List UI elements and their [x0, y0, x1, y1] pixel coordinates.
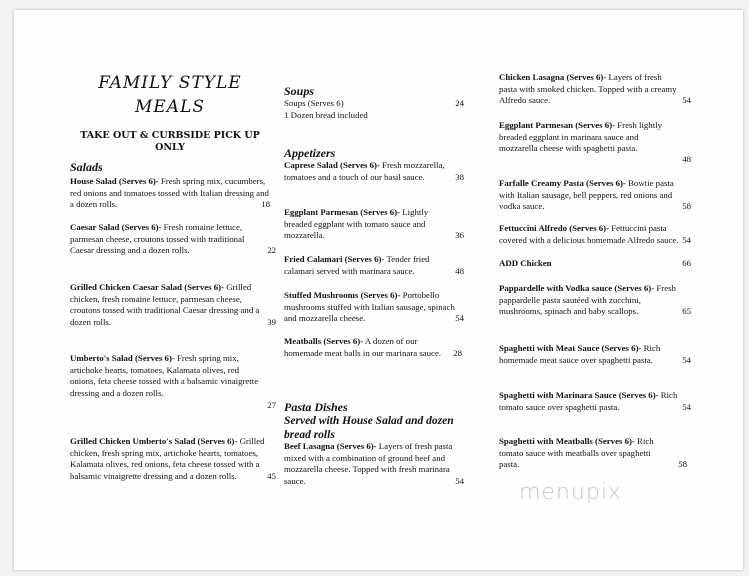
item-name: Spaghetti with Marinara Sauce (Serves 6)- [499, 390, 659, 400]
item-desc: Rich homemade meat sauce over spaghetti pasta. [499, 343, 661, 365]
item-desc: Fresh lightly breaded eggplant in marinara sauce and mozzarella cheese with spaghetti pasta. [499, 120, 662, 153]
item-desc: Portobello mushrooms stuffed with Italian sausage, spinach and mozzarella cheese. [284, 290, 455, 323]
item-desc: Lightly breaded eggplant with tomato sauce and mozzarella. [284, 207, 429, 240]
item-price: 54 [682, 234, 691, 245]
item-name: ADD Chicken [499, 258, 552, 268]
item-price: 58 [682, 201, 691, 211]
item-desc: Fresh pappardelle pasta sautéed with zucchini, mushrooms, spinach and baby scallops. [499, 283, 676, 316]
item-name: Spaghetti with Meat Sauce (Serves 6)- [499, 343, 642, 353]
item-desc: Layers of fresh pasta with smoked chicken. Topped with a creamy Alfredo sauce. [499, 72, 677, 105]
item-name: House Salad (Serves 6)- [70, 176, 159, 186]
pasta-note: Served with House Salad and dozen bread rolls [284, 415, 454, 441]
item-desc: Grilled chicken, fresh romaine lettuce, parmesan cheese, croutons tossed with traditional Caesar dressing and a dozen rolls. [70, 282, 260, 327]
menu-title-line2: MEALS [134, 97, 206, 117]
subtitle-line1: TAKE OUT & CURBSIDE PICK UP [80, 130, 260, 141]
menu-item [499, 72, 691, 107]
menu-item [499, 436, 687, 471]
menu-item [499, 258, 691, 270]
menu-item [70, 282, 276, 328]
item-desc: Fresh romaine lettuce, parmesan cheese, croutons tossed with traditional Caesar dressing and a dozen rolls. [70, 222, 245, 255]
item-desc: Bowtie pasta with Italian sausage, bell peppers, red onions and vodka sauce. [499, 178, 674, 211]
item-desc: Layers of fresh pasta mixed with a combination of ground beef and mozzarella cheese. Topped with fresh marinara sauce. [284, 441, 453, 486]
item-name: Fried Calamari (Serves 6)- [284, 254, 385, 264]
item-desc: Rich tomato sauce with meatballs over spaghetti pasta. [499, 436, 654, 469]
item-price: 39 [267, 316, 276, 327]
item-name: Eggplant Parmesan (Serves 6)- [499, 120, 616, 130]
item-desc: Fresh spring mix, cucumbers, red onions and tomatoes tossed with Italian dressing and a dozen rolls. [70, 176, 269, 209]
item-name: Beef Lasagna (Serves 6)- [284, 441, 377, 451]
item-desc: Tender fried calamari served with marinara sauce. [284, 254, 430, 276]
item-price: 54 [682, 401, 691, 412]
menu-item [499, 223, 691, 246]
item-desc: A dozen of our homemade meat balls in our marinara sauce. [284, 336, 442, 358]
watermark: menupix [519, 480, 622, 505]
item-desc: Rich tomato sauce over spaghetti pasta. [499, 390, 678, 412]
item-price: 54 [455, 475, 464, 486]
menu-item [284, 441, 464, 487]
menu-item [70, 176, 270, 211]
item-desc: Fresh spring mix, artichoke hearts, tomatoes, Kalamata olives, red onions, feta cheese tossed with a balsamic vinaigrette dressing and a dozen rolls. [70, 353, 259, 398]
section-soups: Soups [284, 84, 315, 98]
item-desc: Grilled chicken, fresh spring mix, artichoke hearts, tomatoes, Kalamata olives, red onions, feta cheese tossed with a balsamic vinaigrette dressing and a dozen rolls. [70, 436, 265, 481]
section-appetizers: Appetizers [284, 146, 336, 160]
item-name: Caesar Salad (Serves 6)- [70, 222, 162, 232]
menu-item [284, 336, 462, 359]
item-price: 22 [267, 245, 276, 255]
menu-item [70, 436, 276, 482]
menu-title-line1: FAMILY STYLE [98, 73, 242, 93]
item-price: 27 [267, 399, 276, 410]
menu-item [284, 207, 464, 242]
item-name: Soups (Serves 6) [284, 98, 344, 108]
menu-item [499, 178, 691, 213]
item-name: Umberto's Salad (Serves 6)- [70, 353, 175, 363]
menu-item [499, 390, 691, 413]
menu-page [14, 10, 743, 570]
item-name: Chicken Lasagna (Serves 6)- [499, 72, 607, 82]
item-price: 65 [682, 306, 691, 316]
item-price: 45 [267, 470, 276, 481]
menu-item [284, 254, 464, 277]
menu-item [284, 98, 464, 110]
item-price: 54 [682, 354, 691, 365]
item-name: Farfalle Creamy Pasta (Serves 6)- [499, 178, 626, 188]
item-price: 28 [453, 347, 462, 358]
item-name: Caprese Salad (Serves 6)- [284, 160, 380, 170]
item-name: Meatballs (Serves 6)- [284, 336, 364, 346]
item-price: 38 [455, 171, 464, 182]
menu-item [499, 120, 691, 166]
item-name: Pappardelle with Vodka sauce (Serves 6)- [499, 283, 655, 293]
item-price: 66 [682, 258, 691, 268]
menu-item [284, 110, 464, 122]
item-price: 36 [455, 230, 464, 240]
section-pasta: Pasta Dishes [284, 400, 348, 414]
item-name: Fettuccini Alfredo (Serves 6)- [499, 223, 610, 233]
item-price: 48 [682, 154, 691, 164]
item-price: 24 [455, 98, 464, 108]
subtitle-line2: ONLY [155, 142, 185, 153]
menu-item [284, 290, 464, 325]
item-desc: Fettuccini pasta covered with a delicious homemade Alfredo sauce. [499, 223, 679, 245]
menu-item [499, 283, 691, 318]
item-desc: Fresh mozzarella, tomatoes and a touch of our basil sauce. [284, 160, 445, 182]
item-price: 48 [455, 265, 464, 276]
menu-item [284, 160, 464, 183]
item-name: Stuffed Mushrooms (Serves 6)- [284, 290, 401, 300]
item-price: 54 [682, 95, 691, 105]
menu-item [70, 353, 276, 411]
item-name: Eggplant Parmesan (Serves 6)- [284, 207, 401, 217]
menu-item [70, 222, 276, 257]
item-price: 18 [261, 199, 270, 209]
item-price: 54 [455, 313, 464, 323]
section-salads: Salads [70, 160, 103, 174]
item-name: 1 Dozen bread included [284, 110, 368, 120]
item-name: Spaghetti with Meatballs (Serves 6)- [499, 436, 635, 446]
item-name: Grilled Chicken Caesar Salad (Serves 6)- [70, 282, 225, 292]
menu-item [499, 343, 691, 366]
item-name: Grilled Chicken Umberto's Salad (Serves 6)- [70, 436, 238, 446]
item-price: 58 [678, 459, 687, 469]
